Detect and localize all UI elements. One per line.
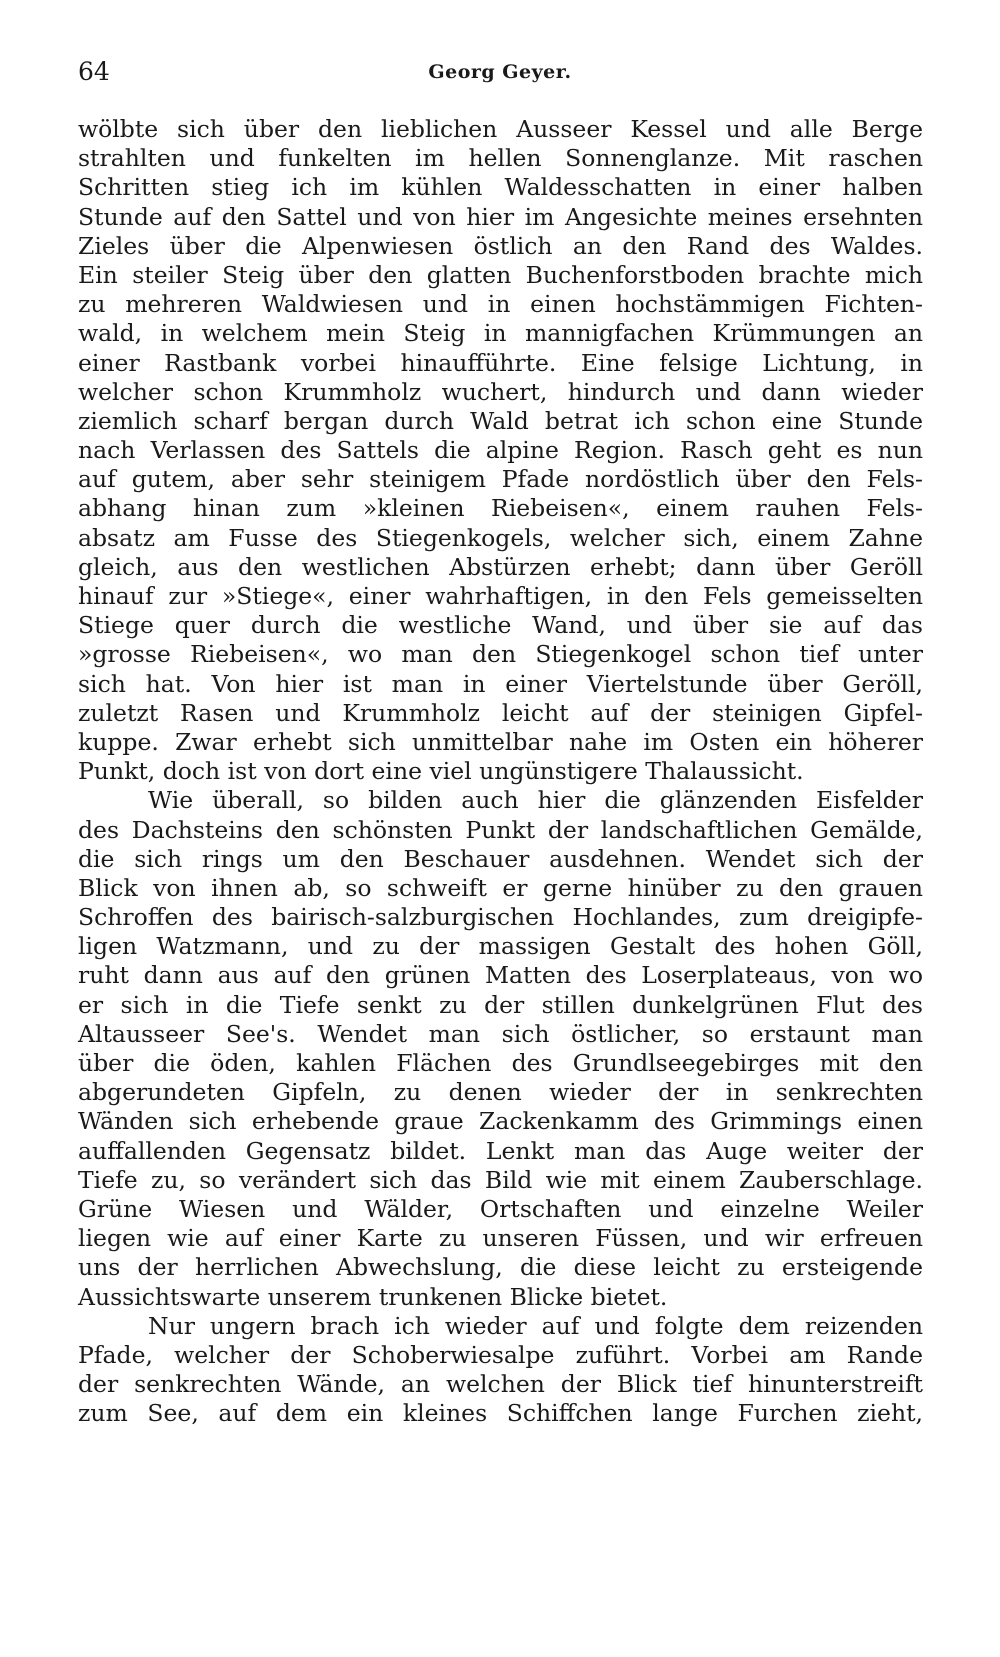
page-number: 64	[78, 57, 110, 86]
text-line: Punkt, doch ist von dort eine viel ungünstigere Thalaussicht.	[78, 757, 804, 786]
text-line: gleich, aus den westlichen Abstürzen erhebt; dann über Geröll	[78, 552, 923, 581]
text-line: ziemlich scharf bergan durch Wald betrat ich schon eine Stunde	[78, 406, 923, 435]
paragraph-first-line: Nur ungern brach ich wieder auf und folgte dem reizenden	[148, 1311, 923, 1340]
text-line: Schritten stieg ich im kühlen Waldesschatten in einer halben	[78, 173, 923, 202]
text-line: zum See, auf dem ein kleines Schiffchen lange Furchen zieht,	[78, 1399, 923, 1428]
text-line: uns der herrlichen Abwechslung, die diese leicht zu ersteigende	[78, 1253, 923, 1282]
text-line: hinauf zur »Stiege«, einer wahrhaftigen, in den Fels gemeisselten	[78, 582, 923, 610]
text-line: liegen wie auf einer Karte zu unseren Füssen, und wir erfreuen	[78, 1224, 923, 1253]
text-line: ruht dann aus auf den grünen Matten des Loserplateaus, von wo	[78, 961, 923, 990]
text-line: er sich in die Tiefe senkt zu der stillen dunkelgrünen Flut des	[78, 990, 923, 1019]
text-line: sich hat. Von hier ist man in einer Viertelstunde über Geröll,	[78, 669, 923, 698]
text-line: abhang hinan zum »kleinen Riebeisen«, einem rauhen Fels-	[78, 494, 923, 523]
text-line: Wänden sich erhebende graue Zackenkamm des Grimmings einen	[78, 1107, 923, 1136]
text-line: zu mehreren Waldwiesen und in einen hochstämmigen Fichten-	[78, 290, 923, 319]
text-line: Zieles über die Alpenwiesen östlich an den Rand des Waldes.	[78, 231, 923, 260]
text-line: Aussichtswarte unserem trunkenen Blicke bietet.	[78, 1282, 668, 1311]
text-line: Blick von ihnen ab, so schweift er gerne hinüber zu den grauen	[78, 873, 923, 902]
text-line: kuppe. Zwar erhebt sich unmittelbar nahe im Osten ein höherer	[78, 727, 923, 756]
text-line: Schroffen des bairisch-salzburgischen Hochlandes, zum dreigipfe-	[78, 903, 923, 932]
text-line: auffallenden Gegensatz bildet. Lenkt man das Auge weiter der	[78, 1136, 923, 1165]
text-line: der senkrechten Wände, an welchen der Blick tief hinunterstreift	[78, 1370, 923, 1399]
text-line: zuletzt Rasen und Krummholz leicht auf der steinigen Gipfel-	[78, 698, 923, 727]
text-line: Tiefe zu, so verändert sich das Bild wie mit einem Zauberschlage.	[78, 1165, 923, 1194]
text-line: Stunde auf den Sattel und von hier im Angesichte meines ersehnten	[78, 202, 923, 231]
text-line: Altausseer See's. Wendet man sich östlicher, so erstaunt man	[78, 1019, 923, 1048]
text-line: des Dachsteins den schönsten Punkt der landschaftlichen Gemälde,	[78, 815, 923, 844]
text-line: welcher schon Krummholz wuchert, hindurch und dann wieder	[78, 377, 923, 406]
text-line: über die öden, kahlen Flächen des Grundlseegebirges mit den	[78, 1049, 923, 1077]
text-line: nach Verlassen des Sattels die alpine Region. Rasch geht es nun	[78, 436, 923, 465]
text-line: absatz am Fusse des Stiegenkogels, welcher sich, einem Zahne	[78, 523, 923, 552]
text-line: ligen Watzmann, und zu der massigen Gestalt des hohen Göll,	[78, 932, 923, 961]
text-line: strahlten und funkelten im hellen Sonnenglanze. Mit raschen	[78, 144, 923, 173]
paragraph-first-line: Wie überall, so bilden auch hier die glänzenden Eisfelder	[148, 786, 923, 815]
text-line: wald, in welchem mein Steig in mannigfachen Krümmungen an	[78, 319, 923, 348]
text-line: abgerundeten Gipfeln, zu denen wieder der in senkrechten	[78, 1078, 923, 1107]
text-line: Ein steiler Steig über den glatten Buchenforstboden brachte mich	[78, 260, 923, 289]
text-line: die sich rings um den Beschauer ausdehnen. Wendet sich der	[78, 844, 923, 873]
text-line: Grüne Wiesen und Wälder, Ortschaften und einzelne Weiler	[78, 1194, 923, 1223]
text-line: auf gutem, aber sehr steinigem Pfade nordöstlich über den Fels-	[78, 465, 923, 494]
text-line: Stiege quer durch die westliche Wand, und über sie auf das	[78, 611, 923, 640]
running-head: Georg Geyer.	[428, 61, 572, 83]
text-line: wölbte sich über den lieblichen Ausseer Kessel und alle Berge	[78, 115, 923, 143]
text-line: »grosse Riebeisen«, wo man den Stiegenkogel schon tief unter	[78, 640, 923, 669]
text-line: Pfade, welcher der Schoberwiesalpe zuführt. Vorbei am Rande	[78, 1340, 923, 1369]
body-text	[78, 115, 923, 1428]
text-line: einer Rastbank vorbei hinaufführte. Eine felsige Lichtung, in	[78, 348, 923, 377]
